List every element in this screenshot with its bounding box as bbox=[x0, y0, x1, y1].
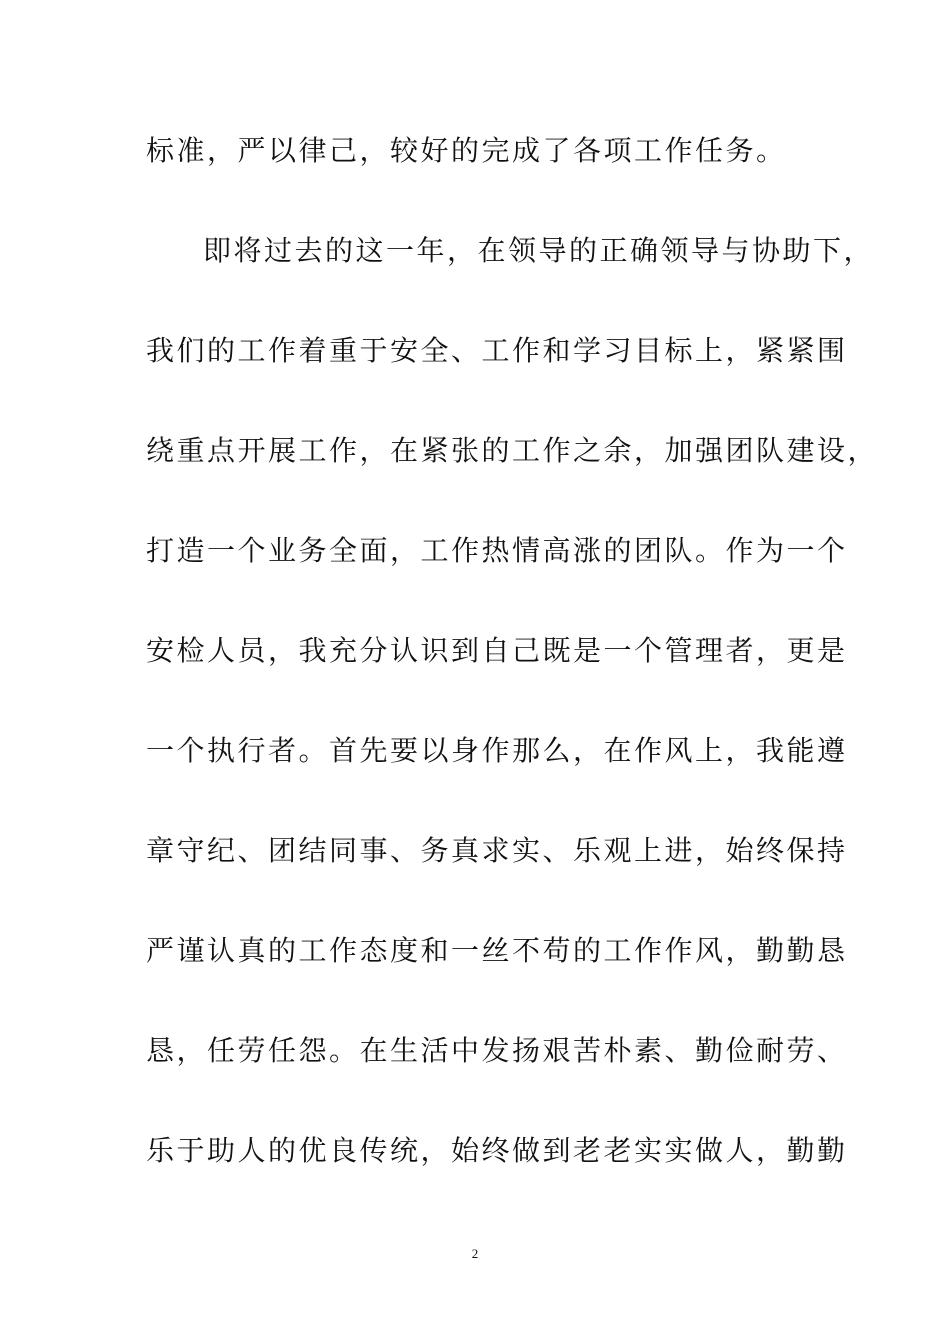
text-line: 恳，任劳任怨。在生活中发扬艰苦朴素、勤俭耐劳、 bbox=[146, 1034, 848, 1067]
text-line: 即将过去的这一年，在领导的正确领导与协助下， bbox=[203, 234, 875, 267]
text-line: 严谨认真的工作态度和一丝不苟的工作作风，勤勤恳 bbox=[146, 934, 848, 967]
text-line: 标准，严以律己，较好的完成了各项工作任务。 bbox=[146, 134, 787, 167]
text-line: 章守纪、团结同事、务真求实、乐观上进，始终保持 bbox=[146, 834, 848, 867]
page-number: 2 bbox=[471, 1246, 479, 1261]
text-line: 乐于助人的优良传统，始终做到老老实实做人，勤勤 bbox=[146, 1134, 848, 1167]
text-line: 我们的工作着重于安全、工作和学习目标上，紧紧围 bbox=[146, 334, 848, 367]
text-line: 一个执行者。首先要以身作那么，在作风上，我能遵 bbox=[146, 734, 848, 767]
text-line: 绕重点开展工作，在紧张的工作之余，加强团队建设， bbox=[146, 434, 879, 467]
text-line: 安检人员，我充分认识到自己既是一个管理者，更是 bbox=[146, 634, 848, 667]
text-line: 打造一个业务全面，工作热情高涨的团队。作为一个 bbox=[146, 534, 848, 567]
